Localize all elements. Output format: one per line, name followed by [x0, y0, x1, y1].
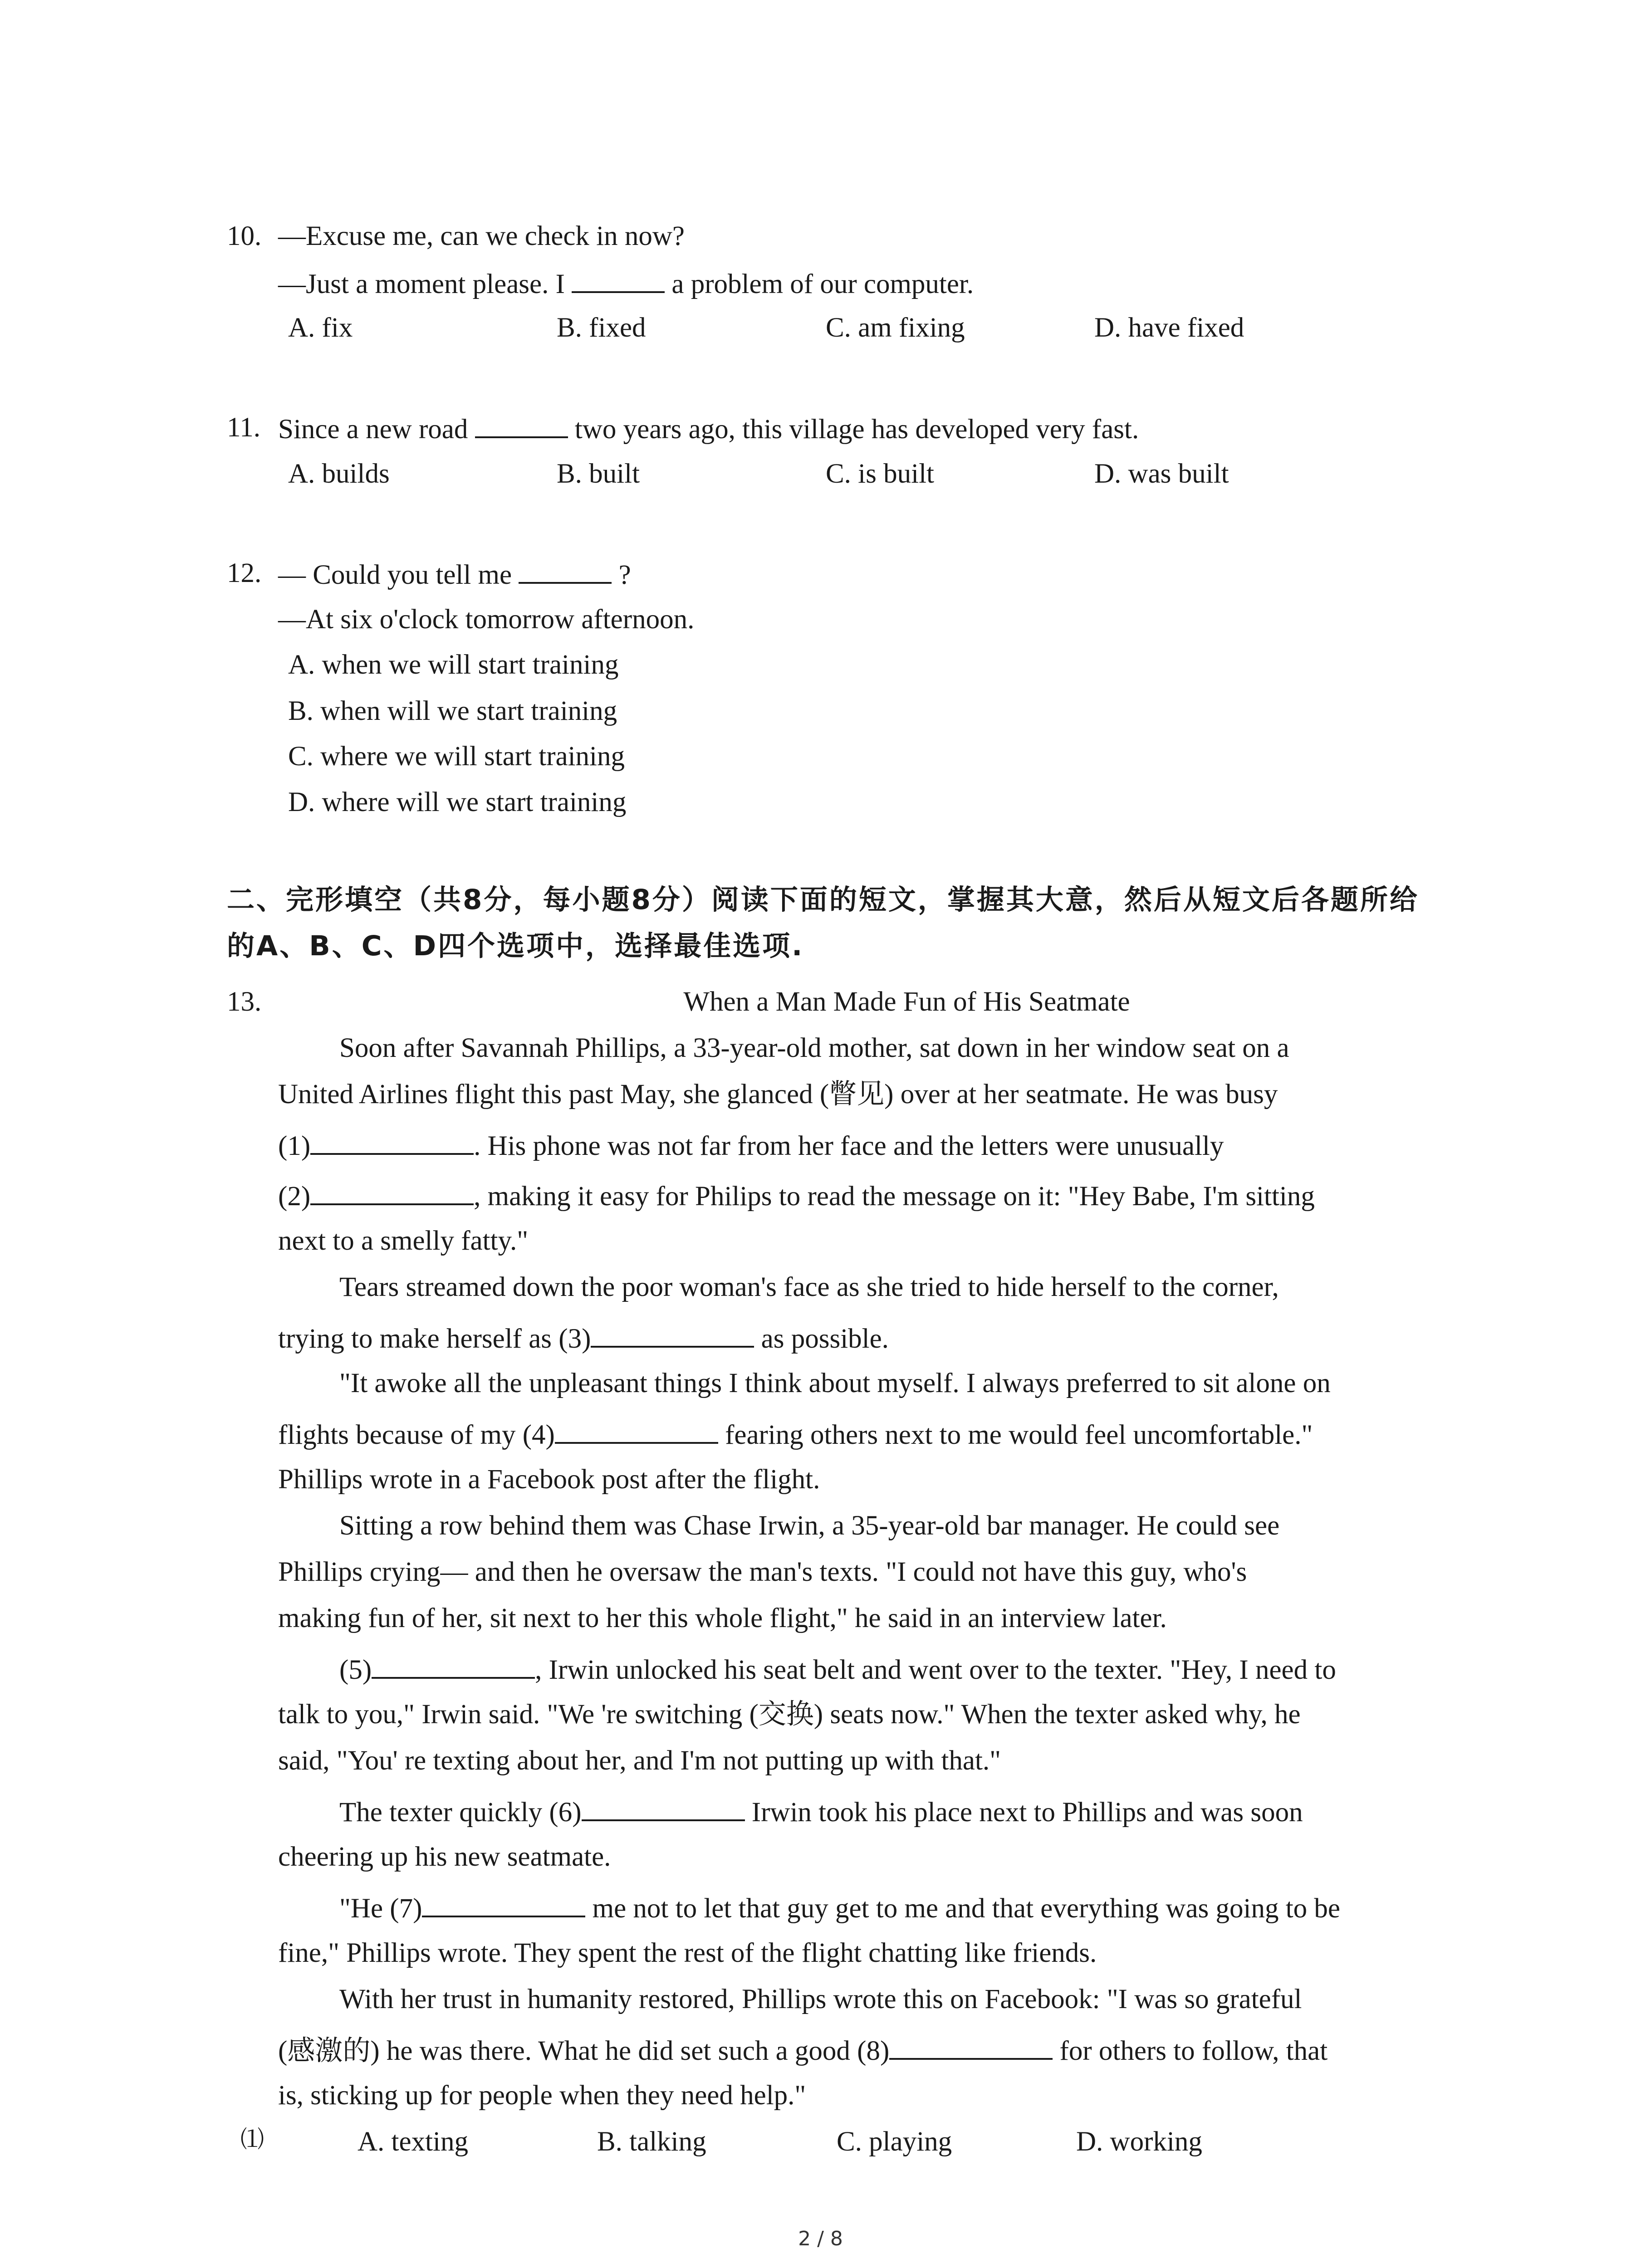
p8-line2: [278, 2035, 1327, 2065]
p2-line1: Tears streamed down the poor woman's face as she tried to hide herself to the corner,: [339, 1272, 1279, 1302]
blank-6: [582, 1797, 745, 1821]
p1-line3-post: . His phone was not far from her face and the letters were unusually: [474, 1131, 1224, 1161]
p1-line1: Soon after Savannah Phillips, a 33-year-old mother, sat down in her window seat on a: [339, 1033, 1289, 1063]
blank-1-label: (1): [278, 1131, 311, 1161]
p5-line1-post: , Irwin unlocked his seat belt and went over to the texter. "Hey, I need to: [535, 1655, 1336, 1685]
p8-line1: With her trust in humanity restored, Phillips wrote this on Facebook: "I was so grateful: [339, 1984, 1302, 2014]
q11-line1-pre: Since a new road: [278, 414, 468, 445]
p4-line3: making fun of her, sit next to her this whole flight," he said in an interview later.: [278, 1603, 1167, 1633]
p8-line2-pre: (感激的) he was there. What he did set such a good (8): [278, 2036, 890, 2066]
q12-option-b: B. when will we start training: [288, 696, 617, 726]
q10-number: 10.: [227, 221, 262, 251]
p7-line2: fine," Phillips wrote. They spent the rest of the flight chatting like friends.: [278, 1938, 1097, 1968]
p3-line2-pre: flights because of my (4): [278, 1420, 555, 1450]
q10-line2-post: a problem of our computer.: [671, 269, 974, 299]
p3-line2-post: fearing others next to me would feel uncomfortable.": [725, 1420, 1313, 1450]
p7-line1: [339, 1893, 1340, 1922]
q11-option-a: A. builds: [288, 459, 390, 489]
blank-5-label: (5): [339, 1655, 372, 1685]
p4-line1: Sitting a row behind them was Chase Irwin, a 35-year-old bar manager. He could see: [339, 1510, 1280, 1541]
q10-option-a: A. fix: [288, 313, 353, 343]
blank-3: [591, 1323, 754, 1348]
p8-line3: is, sticking up for people when they need help.": [278, 2080, 806, 2111]
p1-line2: United Airlines flight this past May, she glanced (瞥见) over at her seatmate. He was busy: [278, 1079, 1278, 1110]
q10-option-c: C. am fixing: [826, 313, 965, 343]
q11-line1: [278, 414, 1139, 443]
p6-line1: [339, 1797, 1303, 1826]
p2-line2: [278, 1323, 889, 1353]
p7-line1-pre: "He (7): [339, 1893, 422, 1924]
q12-line1-pre: — Could you tell me: [278, 560, 512, 590]
p5-line3: said, "You' re texting about her, and I'm not putting up with that.": [278, 1745, 1001, 1776]
p4-line2: Phillips crying— and then he oversaw the man's texts. "I could not have this guy, who's: [278, 1557, 1247, 1587]
p5-line2: talk to you," Irwin said. "We 're switching (交换) seats now." When the texter asked why, he: [278, 1699, 1301, 1730]
q12-line1: [278, 559, 631, 589]
q10-line2-pre: —Just a moment please. I: [278, 269, 565, 299]
p6-line1-post: Irwin took his place next to Phillips and was soon: [751, 1797, 1303, 1828]
p1-line4: [278, 1181, 1315, 1210]
blank-8: [889, 2035, 1053, 2060]
q1-label: ⑴: [240, 2126, 265, 2153]
blank-2: [310, 1181, 474, 1205]
q10-line2: [278, 269, 974, 298]
p3-line3: Phillips wrote in a Facebook post after the flight.: [278, 1464, 820, 1495]
q1-option-a: A. texting: [358, 2126, 468, 2157]
q11-option-c: C. is built: [826, 459, 934, 489]
section2-heading-line1: 二、完形填空（共8分，每小题8分）阅读下面的短文，掌握其大意，然后从短文后各题所给: [227, 884, 1419, 916]
p1-line3: [278, 1130, 1224, 1160]
q1-option-b: B. talking: [597, 2126, 706, 2157]
q10-line1: —Excuse me, can we check in now?: [278, 221, 685, 251]
passage-title: When a Man Made Fun of His Seatmate: [683, 987, 1130, 1017]
q12-option-c: C. where we will start training: [288, 741, 625, 772]
blank-5: [372, 1654, 535, 1679]
p8-line2-post: for others to follow, that: [1059, 2036, 1328, 2066]
blank-1: [310, 1130, 474, 1155]
q12-line1-post: ?: [618, 560, 631, 590]
q11-number: 11.: [227, 412, 260, 443]
q11-option-b: B. built: [557, 459, 640, 489]
blank-2-label: (2): [278, 1181, 311, 1212]
p1-line5: next to a smelly fatty.": [278, 1226, 529, 1256]
q10-option-d: D. have fixed: [1094, 313, 1244, 343]
q11-line1-post: two years ago, this village has developed very fast.: [574, 414, 1139, 445]
p3-line1: "It awoke all the unpleasant things I think about myself. I always preferred to sit alone on: [339, 1368, 1331, 1398]
p5-line1: [339, 1654, 1336, 1684]
q1-option-d: D. working: [1076, 2126, 1202, 2157]
blank-7: [422, 1893, 585, 1917]
page-number: 2 / 8: [798, 2227, 843, 2250]
q12-blank: [519, 559, 612, 584]
q12-option-d: D. where will we start training: [288, 787, 627, 817]
q12-number: 12.: [227, 558, 262, 588]
p1-line4-post: , making it easy for Philips to read the message on it: "Hey Babe, I'm sitting: [474, 1181, 1315, 1212]
section2-heading-line2: 的A、B、C、D四个选项中，选择最佳选项.: [227, 930, 804, 962]
p6-line2: cheering up his new seatmate.: [278, 1842, 611, 1872]
q12-line2: —At six o'clock tomorrow afternoon.: [278, 604, 695, 635]
q11-blank: [475, 414, 568, 438]
p2-line2-post: as possible.: [761, 1324, 889, 1354]
q11-option-d: D. was built: [1094, 459, 1229, 489]
q10-blank: [572, 269, 665, 293]
p6-line1-pre: The texter quickly (6): [339, 1797, 582, 1828]
blank-4: [555, 1419, 718, 1444]
p3-line2: [278, 1419, 1313, 1449]
p7-line1-post: me not to let that guy get to me and that everything was going to be: [592, 1893, 1340, 1924]
p2-line2-pre: trying to make herself as (3): [278, 1324, 591, 1354]
q12-option-a: A. when we will start training: [288, 650, 619, 680]
q10-option-b: B. fixed: [557, 313, 646, 343]
passage-number: 13.: [227, 987, 262, 1017]
q1-option-c: C. playing: [837, 2126, 952, 2157]
